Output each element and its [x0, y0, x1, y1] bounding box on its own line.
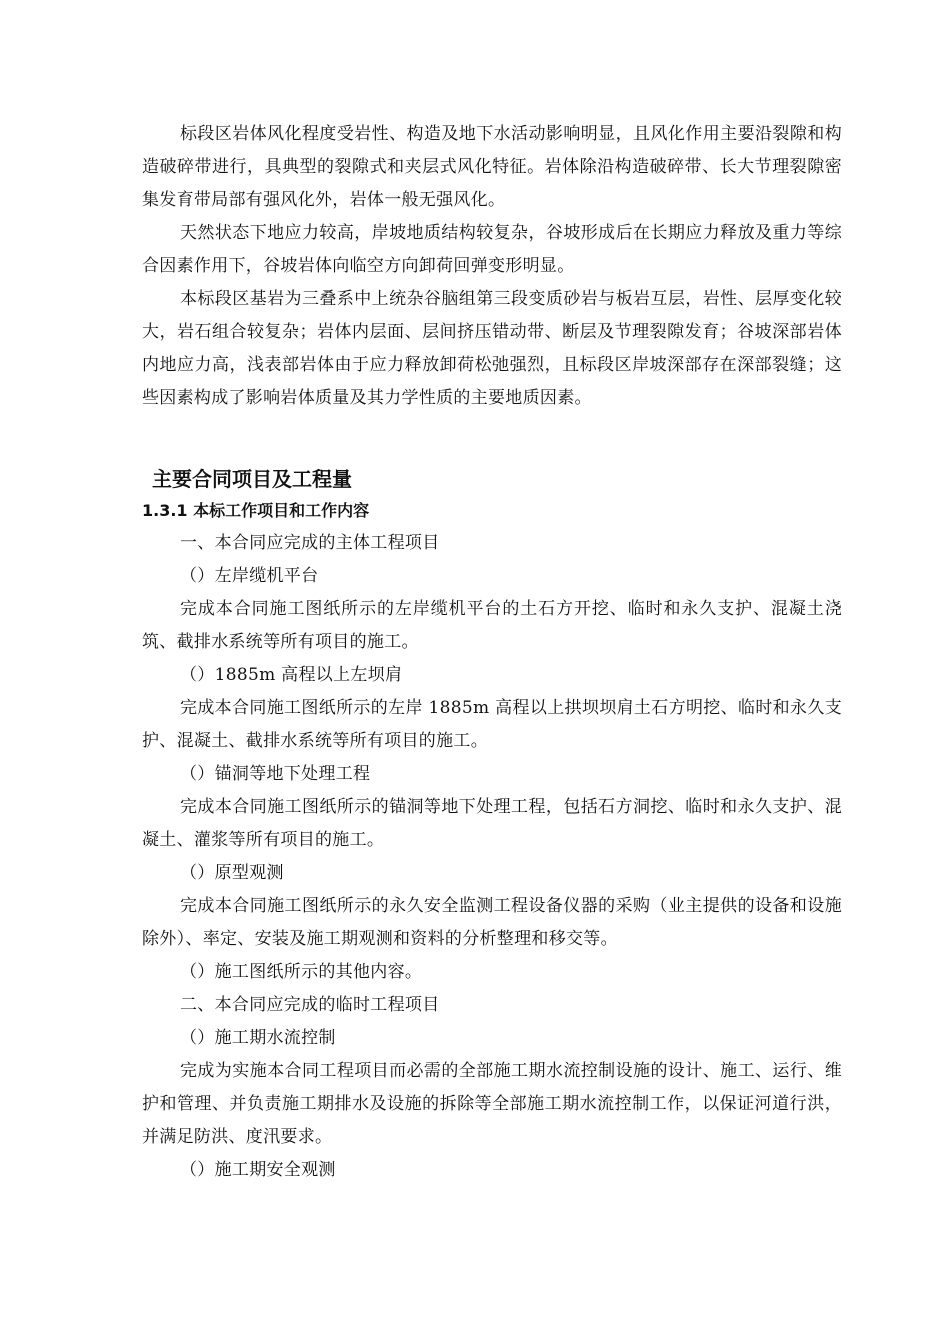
paragraph-left-cable-platform: 完成本合同施工图纸所示的左岸缆机平台的土石方开挖、临时和永久支护、混凝土浇筑、截排水系统等所有项目的施工。: [142, 599, 842, 652]
heading-temporary-works: 二、本合同应完成的临时工程项目: [180, 995, 440, 1015]
paragraph-ground-stress: 天然状态下地应力较高，岸坡地质结构较复杂，谷坡形成后在长期应力释放及重力等综合因素作用下，谷坡岩体向临空方向卸荷回弹变形明显。: [142, 223, 842, 276]
item-prototype-observation: （）原型观测: [180, 863, 284, 883]
paragraph-flow-control: 完成为实施本合同工程项目而必需的全部施工期水流控制设施的设计、施工、运行、维护和管理、并负责施工期排水及设施的拆除等全部施工期水流控制工作，以保证河道行洪，并满足防洪、度汛要求。: [142, 1061, 842, 1147]
paragraph-weathering: 标段区岩体风化程度受岩性、构造及地下水活动影响明显，且风化作用主要沿裂隙和构造破碎带进行，具典型的裂隙式和夹层式风化特征。岩体除沿构造破碎带、长大节理裂隙密集发育带局部有强风化外，岩体一般无强风化。: [142, 124, 842, 210]
item-flow-control: （）施工期水流控制: [180, 1028, 336, 1048]
item-anchor-tunnel: （）锚洞等地下处理工程: [180, 764, 371, 784]
section-spacer: [142, 415, 842, 463]
paragraph-left-abutment: 完成本合同施工图纸所示的左岸 1885m 高程以上拱坝坝肩土石方明挖、临时和永久支护、混凝土、截排水系统等所有项目的施工。: [142, 698, 842, 751]
item-other-content: （）施工图纸所示的其他内容。: [180, 962, 423, 982]
subsection-title: 1.3.1 本标工作项目和工作内容: [142, 501, 370, 520]
heading-main-works: 一、本合同应完成的主体工程项目: [180, 533, 440, 553]
section-title: 主要合同项目及工程量: [152, 467, 352, 491]
paragraph-anchor-tunnel: 完成本合同施工图纸所示的锚洞等地下处理工程，包括石方洞挖、临时和永久支护、混凝土、灌浆等所有项目的施工。: [142, 797, 842, 850]
paragraph-prototype-observation: 完成本合同施工图纸所示的永久安全监测工程设备仪器的采购（业主提供的设备和设施除外）、率定、安装及施工期观测和资料的分析整理和移交等。: [142, 896, 842, 949]
paragraph-bedrock: 本标段区基岩为三叠系中上统杂谷脑组第三段变质砂岩与板岩互层，岩性、层厚变化较大，岩石组合较复杂；岩体内层面、层间挤压错动带、断层及节理裂隙发育；谷坡深部岩体内地应力高，浅表部岩体由于应力释放卸荷松弛强烈，且标段区岸坡深部存在深部裂缝；这些因素构成了影响岩体质量及其力学性质的主要地质因素。: [142, 289, 842, 408]
item-left-abutment: （）1885m 高程以上左坝肩: [180, 665, 403, 685]
item-left-cable-platform: （）左岸缆机平台: [180, 566, 319, 586]
item-safety-observation: （）施工期安全观测: [180, 1160, 336, 1180]
page-content: [142, 118, 842, 1187]
